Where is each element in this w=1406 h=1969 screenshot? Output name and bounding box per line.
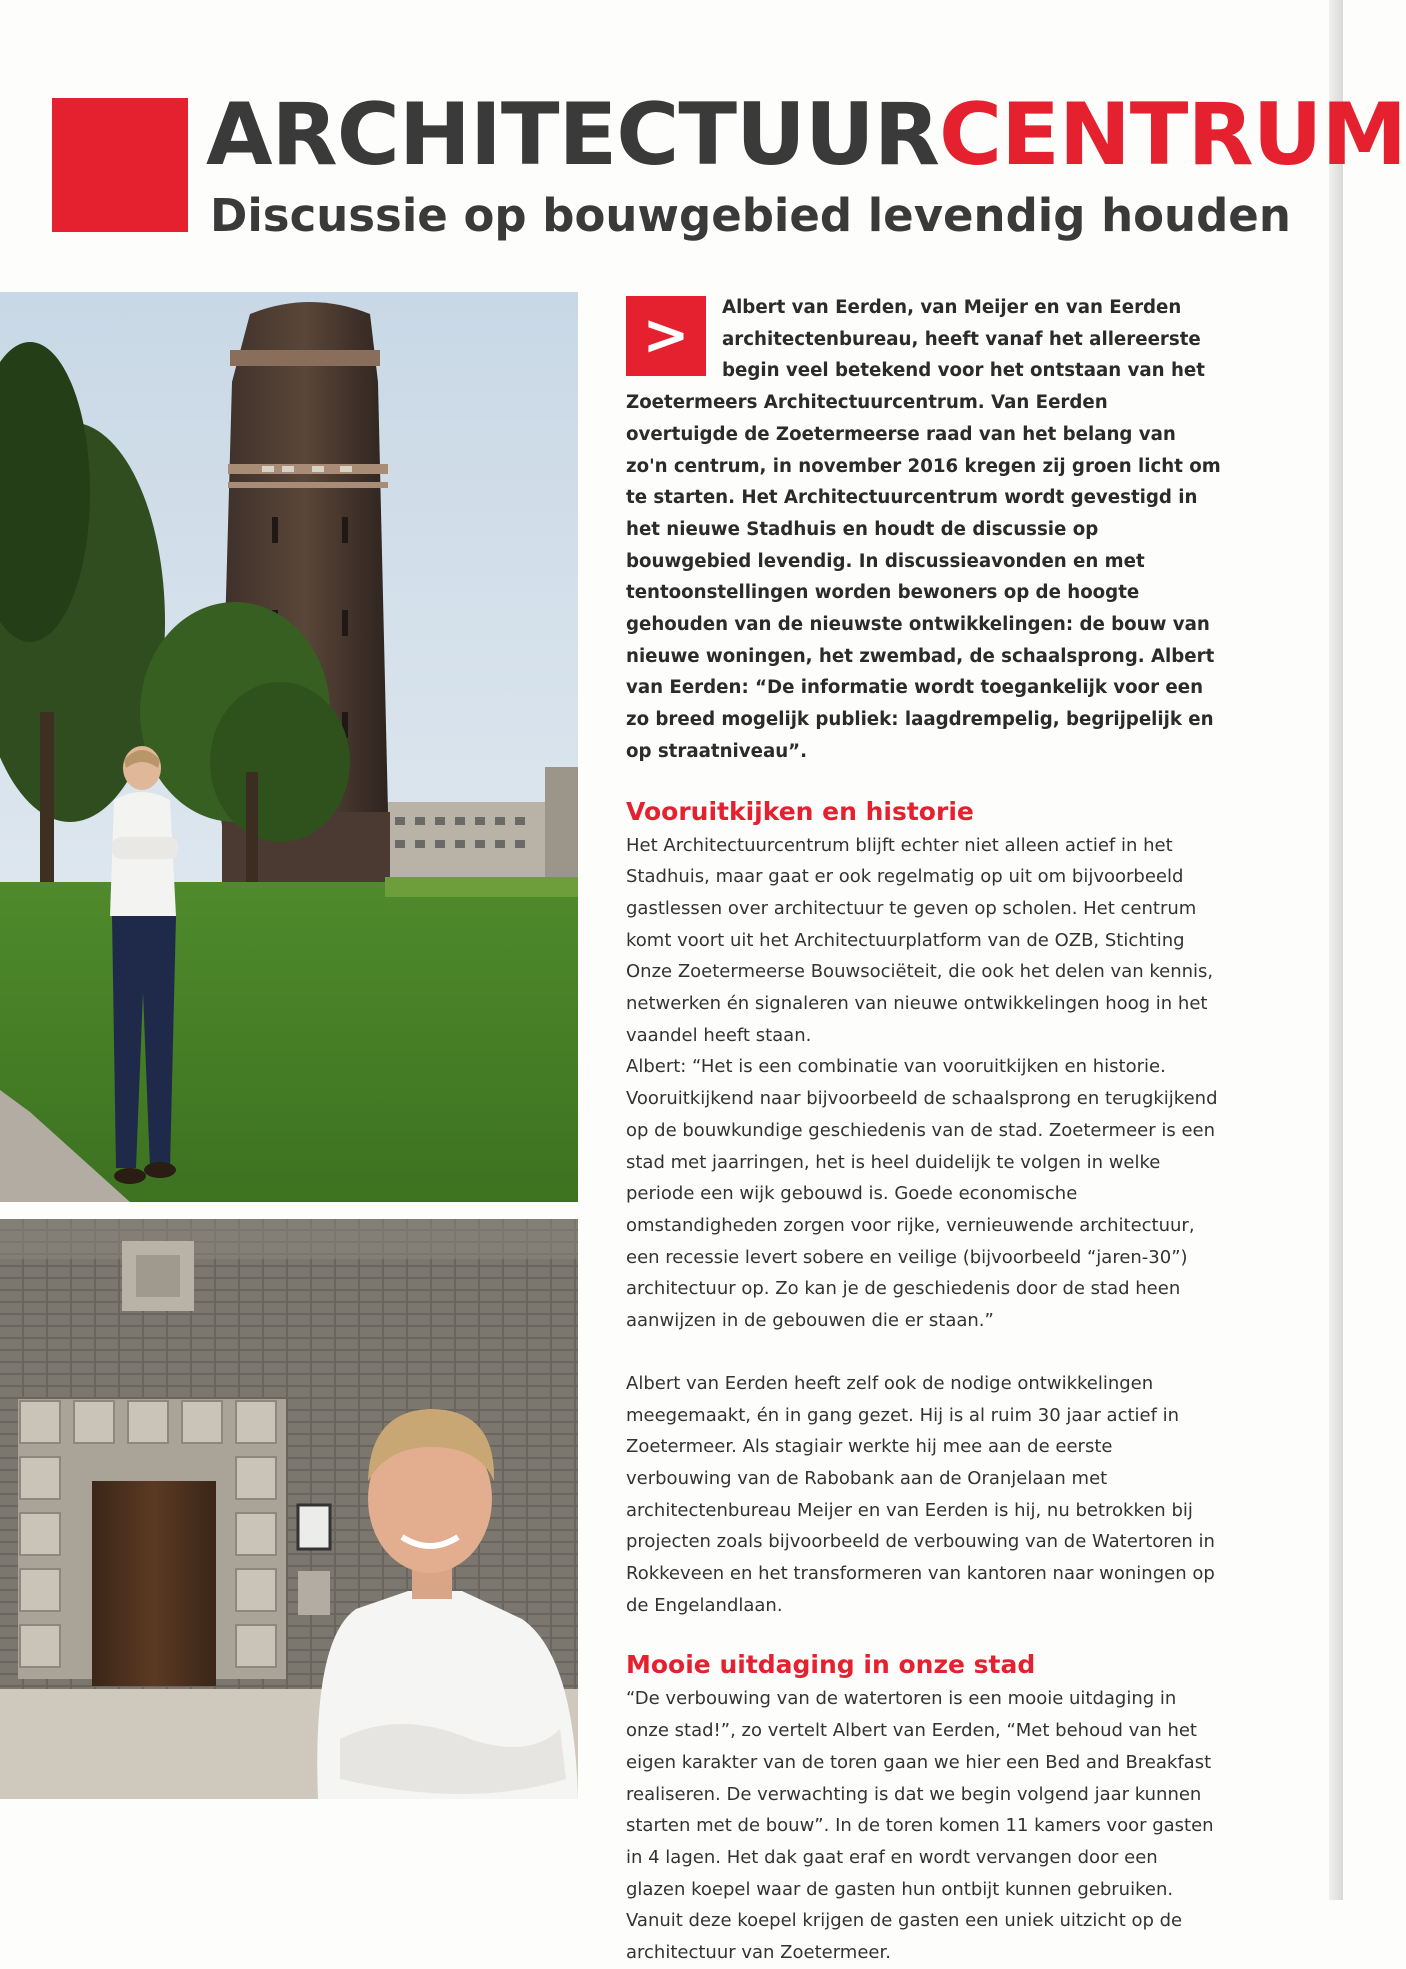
section1-paragraph-1: Het Architectuurcentrum blijft echter niet alleen actief in het Stadhuis, maar gaat er ook regelmatig op uit om bijvoorbeeld gastlessen over architectuur te geven op scholen. Het centrum komt voort uit het Architectuurplatform van de OZB, Stichting Onze Zoetermeerse Bouwsociëteit, die ook het delen van kennis, netwerken én signaleren van nieuwe ontwikkelingen hoog in het vaandel heeft staan. [626,834,1214,1046]
article-column [626,292,1222,1969]
intro-block [626,292,1222,768]
page-edge [1329,0,1343,1900]
section1-paragraph-2: Albert: “Het is een combinatie van vooruitkijken en historie. Vooruitkijkend naar bijvoorbeeld de schaalsprong en terugkijkend op de bouwkundige geschiedenis van de stad. Zoetermeer is een stad met jaarringen, het is heel duidelijk te volgen in welke periode een wijk gebouwd is. Goede economische omstandigheden zorgen voor rijke, vernieuwende architectuur, een recessie levert sobere en veilige (bijvoorbeeld “jaren-30”) architectuur op. Zo kan je de geschiedenis door de stad heen aanwijzen in de gebouwen die er staan.” [626,1056,1218,1332]
title-part-1: ARCHITECTUUR [206,85,939,185]
title-part-2: CENTRUM [938,85,1406,185]
section-heading-2: Mooie uitdaging in onze stad [626,1650,1036,1680]
chevron-icon: > [626,296,706,376]
section-heading-1: Vooruitkijken en historie [626,796,974,826]
section1-paragraph-3: Albert van Eerden heeft zelf ook de nodige ontwikkelingen meegemaakt, én in gang gezet. Hij is al ruim 30 jaar actief in Zoetermeer. Als stagiair werkte hij mee aan de eerste verbouwing van de Rabobank aan de Oranjelaan met architectenbureau Meijer en van Eerden is hij, nu betrokken bij projecten zoals bijvoorbeeld de verbouwing van de Watertoren in Rokkeveen en het transformeren van kantoren naar woningen op de Engelandlaan. [626,1372,1215,1616]
red-square-logo [52,98,188,232]
water-tower-photo [0,292,578,1202]
intro-text: Albert van Eerden, van Meijer en van Eerden architectenbureau, heeft vanaf het allereerste begin veel betekend voor het ontstaan van het Zoetermeers Architectuurcentrum. Van Eerden overtuigde de Zoetermeerse raad van het belang van zo'n centrum, in november 2016 kregen zij groen licht om te starten. Het Architectuurcentrum wordt gevestigd in het nieuwe Stadhuis en houdt de discussie op bouwgebied levendig. In discussieavonden en met tentoonstellingen worden bewoners op de hoogte gehouden van de nieuwste ontwikkelingen: de bouw van nieuwe woningen, het zwembad, de schaalsprong. Albert van Eerden: “De informatie wordt toegankelijk voor een zo breed mogelijk publiek: laagdrempelig, begrijpelijk en op straatniveau”. [626,297,1221,762]
portrait-photo [0,1219,578,1799]
page-subtitle: Discussie op bouwgebied levendig houden [210,189,1291,242]
section2-paragraph-1: “De verbouwing van de watertoren is een mooie uitdaging in onze stad!”, zo vertelt Albert van Eerden, “Met behoud van het eigen karakter van de toren gaan we hier een Bed and Breakfast realiseren. De verwachting is dat we begin volgend jaar kunnen starten met de bouw”. In de toren komen 11 kamers voor gasten in 4 lagen. Het dak gaat eraf en wordt vervangen door een glazen koepel waar de gasten hun ontbijt kunnen gebruiken. Vanuit deze koepel krijgen de gasten een uniek uitzicht op de architectuur van Zoetermeer. [626,1688,1214,1964]
page-title [206,85,1406,185]
